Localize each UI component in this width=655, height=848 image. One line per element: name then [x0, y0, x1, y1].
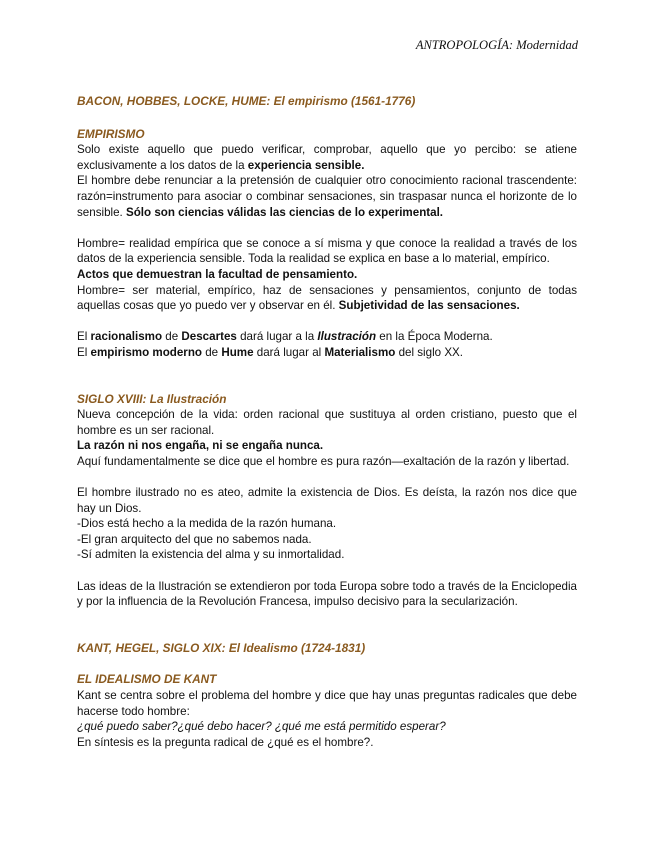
bold-text: experiencia sensible. — [247, 158, 365, 172]
text: Hombre= ser material, empírico, haz de sensaciones y pensamientos, conjunto de todas aquellas cosas que yo puedo ver y observar en él. — [77, 283, 577, 313]
bold-text: Sólo son ciencias válidas las ciencias de lo experimental. — [125, 205, 444, 219]
paragraph: Hombre= realidad empírica que se conoce a sí misma y que conoce la realidad a través de los datos de la experiencia sensible. Toda la realidad se explica en base a lo material, empírico. — [77, 236, 577, 266]
spacer — [77, 110, 577, 127]
paragraph: Las ideas de la Ilustración se extendieron por toda Europa sobre todo a través de la Enciclopedia y por la influencia de la Revolución Francesa, impulso decisivo para la secularización. — [77, 579, 577, 609]
bold-text: Actos que demuestran la facultad de pensamiento. — [77, 267, 358, 281]
bold-text: La razón ni nos engaña, ni se engaña nunca. — [77, 439, 324, 453]
paragraph: Nueva concepción de la vida: orden racional que sustituya al orden cristiano, puesto que el hombre es un ser racional. — [77, 408, 577, 437]
paragraph — [77, 283, 577, 314]
document-body — [77, 94, 577, 750]
bold-text: Subjetividad de las sensaciones. — [338, 299, 520, 313]
bold-text: empirismo moderno — [90, 345, 202, 359]
section-heading-empirismo: BACON, HOBBES, LOCKE, HUME: El empirismo (1561-1776) — [77, 94, 416, 108]
text: dará lugar al — [253, 345, 325, 359]
text: de — [201, 345, 222, 359]
running-header: ANTROPOLOGÍA: Modernidad — [415, 38, 578, 52]
spacer — [77, 361, 577, 392]
subheading-idealismo-kant: EL IDEALISMO DE KANT — [77, 672, 217, 687]
paragraph — [77, 142, 577, 173]
paragraph: El hombre ilustrado no es ateo, admite la existencia de Dios. Es deísta, la razón nos dice que hay un Dios. — [77, 486, 577, 515]
paragraph: En síntesis es la pregunta radical de ¿qué es el hombre?. — [77, 735, 374, 749]
paragraph: Kant se centra sobre el problema del hombre y dice que hay unas preguntas radicales que debe hacerse todo hombre: — [77, 689, 577, 718]
text: El — [77, 330, 91, 344]
paragraph-italic: ¿qué puedo saber?¿qué debo hacer? ¿qué me está permitido esperar? — [77, 720, 446, 734]
paragraph — [77, 345, 577, 361]
section-heading-ilustracion: SIGLO XVIII: La Ilustración — [77, 391, 227, 406]
paragraph — [77, 173, 577, 220]
text: El — [77, 345, 91, 359]
text: del siglo XX. — [395, 345, 464, 359]
subheading-empirismo: EMPIRISMO — [77, 126, 145, 141]
list-item: -Sí admiten la existencia del alma y su inmortalidad. — [77, 548, 345, 562]
text: Solo existe aquello que puedo verificar, comprobar, aquello que yo percibo: se atiene exclusivamente a los datos de la — [77, 143, 577, 172]
bold-text: Hume — [221, 345, 254, 359]
text: dará lugar a la — [236, 330, 318, 344]
paragraph-bold — [77, 438, 577, 454]
spacer — [77, 610, 577, 641]
bold-text: Materialismo — [324, 345, 396, 359]
spacer — [77, 220, 577, 236]
list-item: -Dios está hecho a la medida de la razón humana. — [77, 517, 337, 531]
bold-italic-text: Ilustración — [317, 330, 377, 344]
paragraph: Aquí fundamentalmente se dice que el hombre es pura razón—exaltación de la razón y libertad. — [77, 454, 570, 468]
spacer — [77, 563, 577, 579]
spacer — [77, 469, 577, 485]
section-heading-idealismo: KANT, HEGEL, SIGLO XIX: El Idealismo (1724-1831) — [77, 640, 366, 655]
list-item: -El gran arquitecto del que no sabemos nada. — [77, 532, 312, 546]
bold-text: Descartes — [181, 330, 237, 344]
spacer — [77, 314, 577, 330]
bold-text: racionalismo — [90, 330, 163, 344]
text: El hombre debe renunciar a la pretensión de cualquier otro conocimiento racional trascendente: razón=instrumento para asociar o combinar sensaciones, sin traspasar nunca el horizonte de lo sensible. — [77, 174, 577, 219]
text: de — [162, 330, 182, 344]
spacer — [77, 656, 577, 672]
paragraph-bold — [77, 267, 577, 283]
text: en la Época Moderna. — [376, 330, 493, 344]
paragraph — [77, 329, 577, 345]
